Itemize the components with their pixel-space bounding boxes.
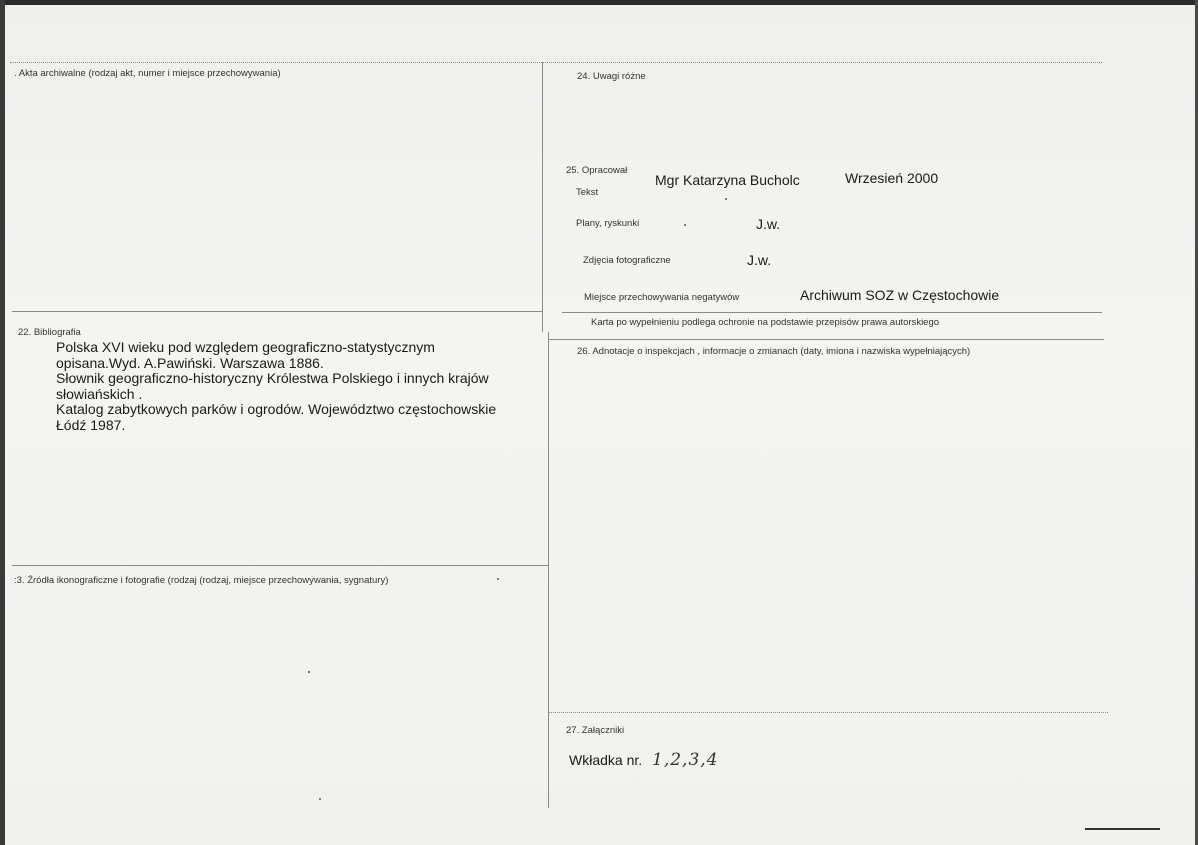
zrodla-label: :3. Źródła ikonograficzne i fotografie (rodzaj (rodzaj, miejsce przechowywania, sygnatury) xyxy=(14,575,389,586)
scan-border-left xyxy=(0,0,5,845)
speck xyxy=(497,578,499,580)
date-value: Wrzesień 2000 xyxy=(845,170,939,186)
divider-right-adnotacje xyxy=(548,339,1104,340)
divider-center-lower xyxy=(548,332,549,808)
plany-value: J.w. xyxy=(756,216,781,232)
divider-right-copyright xyxy=(562,312,1102,313)
wkladka-handwritten-value: 1,2,3,4 xyxy=(652,750,719,770)
scan-mark xyxy=(1085,828,1160,830)
uwagi-label: 24. Uwagi różne xyxy=(577,71,646,82)
bibliografia-line: opisana.Wyd. A.Pawiński. Warszawa 1886. xyxy=(56,354,324,371)
divider-top xyxy=(10,62,1102,63)
opracowal-label: 25. Opracował xyxy=(566,165,628,176)
bibliografia-line: słowiańskich . xyxy=(56,385,143,402)
bibliografia-line: Słownik geograficzno-historyczny Królestwa Polskiego i innych krajów xyxy=(56,370,489,386)
akta-label: . Akta archiwalne (rodzaj akt, numer i miejsce przechowywania) xyxy=(14,68,281,79)
negatywy-value: Archiwum SOZ w Częstochowie xyxy=(800,287,1000,303)
speck xyxy=(684,224,686,226)
zalaczniki-label: 27. Załączniki xyxy=(566,725,625,736)
zdjecia-value: J.w. xyxy=(747,252,772,268)
bibliografia-line: Katalog zabytkowych parków i ogrodów. Województwo częstochowskie xyxy=(56,401,497,417)
divider-right-zalaczniki xyxy=(548,712,1108,713)
tekst-label: Tekst xyxy=(576,187,599,198)
speck xyxy=(725,198,727,200)
bibliografia-list xyxy=(56,340,546,433)
author-name: Mgr Katarzyna Bucholc xyxy=(655,172,800,188)
adnotacje-label: 26. Adnotacje o inspekcjach , informacje o zmianach (daty, imiona i nazwiska wypełniających) xyxy=(577,346,971,357)
plany-label: Plany, ryskunki xyxy=(576,218,640,229)
scan-border-top xyxy=(0,0,1198,5)
bibliografia-line: Polska XVI wieku pod względem geograficzno-statystycznym xyxy=(56,339,435,355)
copyright-note: Karta po wypełnieniu podlega ochronie na podstawie przepisów prawa autorskiego xyxy=(591,317,940,328)
speck xyxy=(308,671,310,673)
divider-center-upper xyxy=(542,62,543,332)
divider-left-biblio xyxy=(12,311,543,312)
bibliografia-line: Łódź 1987. xyxy=(56,416,126,433)
negatywy-label: Miejsce przechowywania negatywów xyxy=(584,292,740,303)
divider-left-zrodla xyxy=(12,565,548,566)
bibliografia-label: 22. Bibliografia xyxy=(18,327,81,338)
wkladka-label: Wkładka nr. xyxy=(569,752,643,768)
zdjecia-label: Zdjęcia fotograficzne xyxy=(583,255,671,266)
speck xyxy=(319,798,321,800)
